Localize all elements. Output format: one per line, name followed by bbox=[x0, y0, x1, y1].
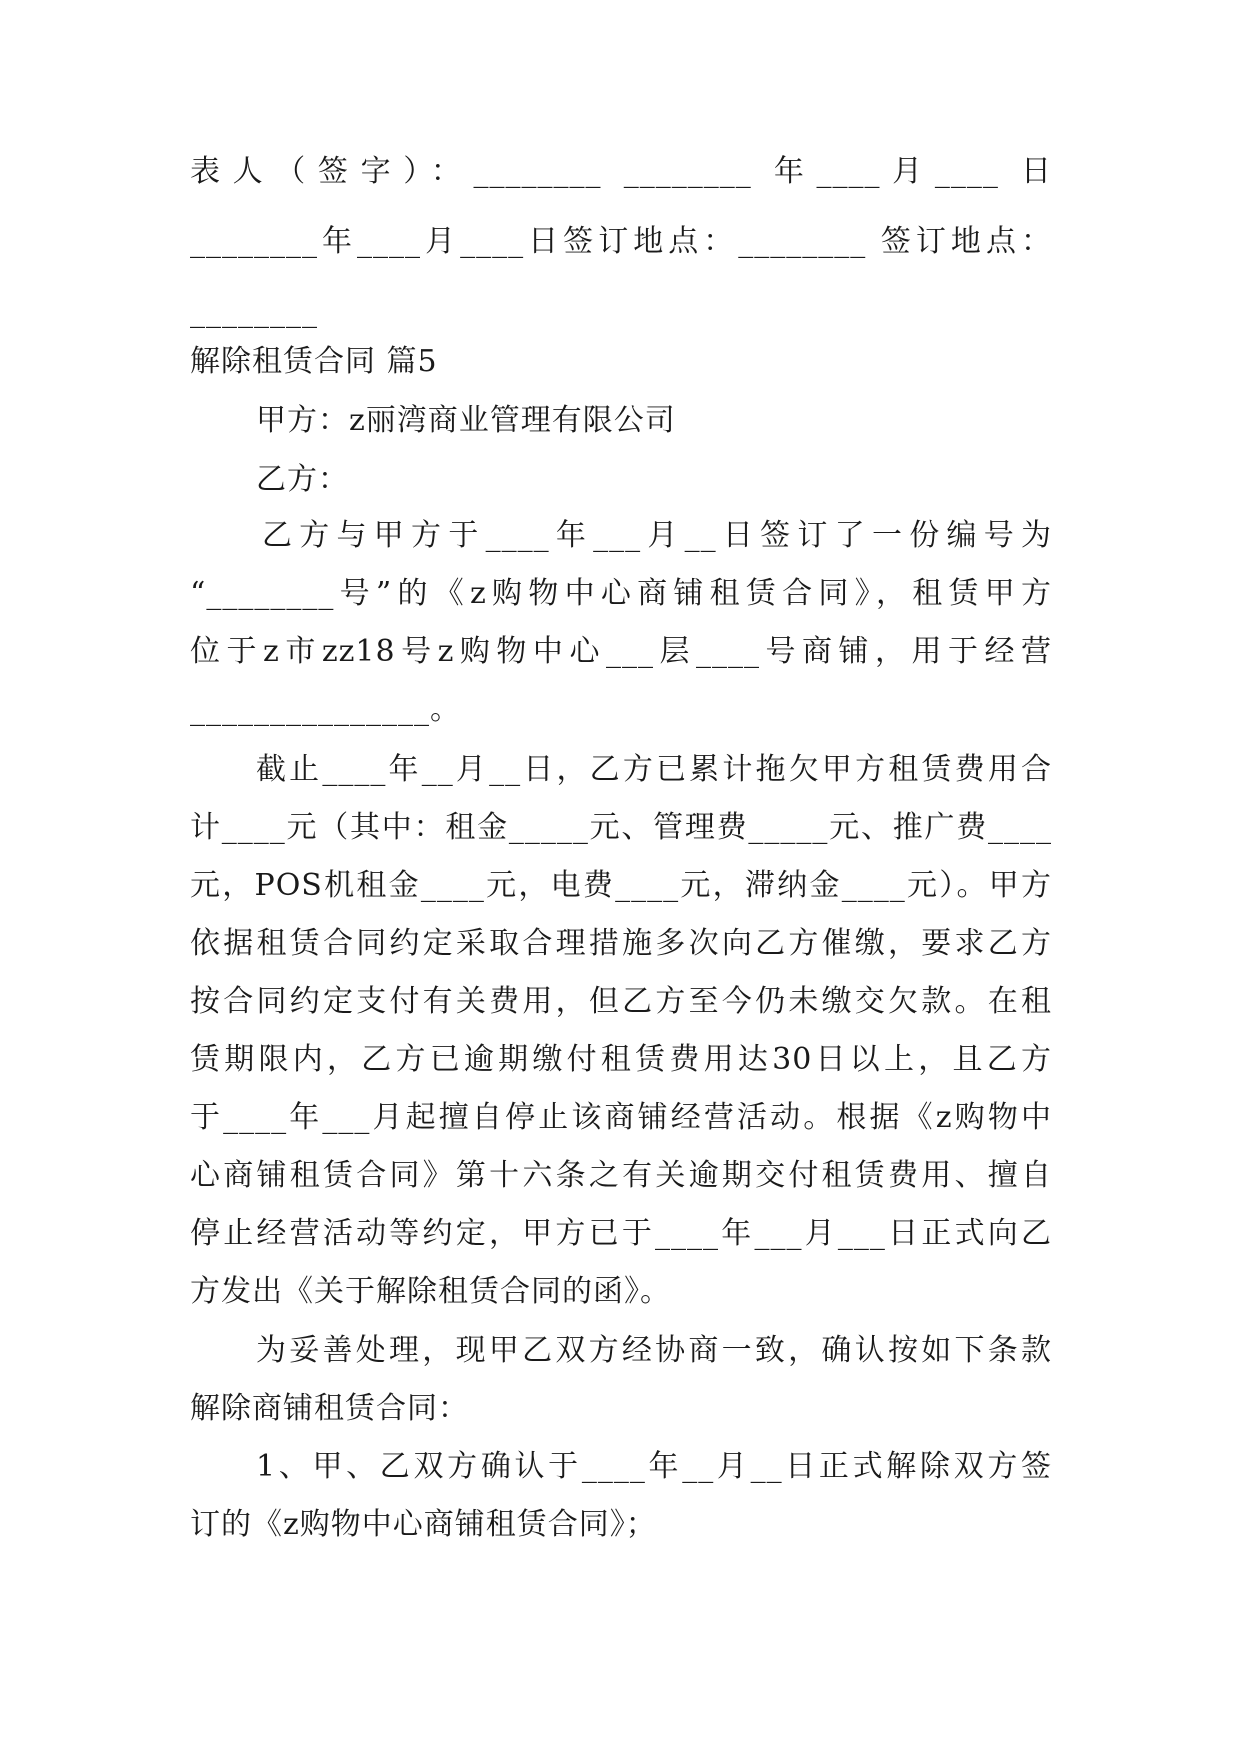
text-line: 位于z市zz18号z购物中心___层____号商铺，用于经营 bbox=[190, 634, 1052, 669]
text-line: 方发出《关于解除租赁合同的函》。 bbox=[190, 1274, 671, 1309]
text-line: 乙方与甲方于____年___月__日签订了一份编号为 bbox=[262, 518, 1052, 553]
text-line: 于____年___月起擅自停止该商铺经营活动。根据《z购物中 bbox=[190, 1100, 1052, 1135]
text-line: 解除商铺租赁合同： bbox=[190, 1391, 469, 1426]
text-line: 乙方： bbox=[256, 462, 349, 497]
text-line: “________号”的《z购物中心商铺租赁合同》，租赁甲方 bbox=[190, 576, 1052, 611]
text-line: 1、甲、乙双方确认于____年__月__日正式解除双方签 bbox=[256, 1449, 1052, 1484]
text-line: 依据租赁合同约定采取合理措施多次向乙方催缴，要求乙方 bbox=[190, 926, 1052, 961]
text-line: ________年____月____日签订地点：________ 签订地点： bbox=[190, 224, 1052, 259]
text-line: 截止____年__月__日，乙方已累计拖欠甲方租赁费用合 bbox=[256, 752, 1052, 787]
text-line: 订的《z购物中心商铺租赁合同》； bbox=[190, 1507, 657, 1542]
text-line: 赁期限内，乙方已逾期缴付租赁费用达30日以上，且乙方 bbox=[190, 1042, 1052, 1077]
text-line: _______________。 bbox=[190, 692, 461, 727]
text-line: 解除租赁合同 篇5 bbox=[190, 344, 438, 379]
text-line: 为妥善处理，现甲乙双方经协商一致，确认按如下条款 bbox=[256, 1333, 1052, 1368]
text-line: 停止经营活动等约定，甲方已于____年___月___日正式向乙 bbox=[190, 1216, 1052, 1251]
text-line: 计____元（其中：租金_____元、管理费_____元、推广费____ bbox=[190, 810, 1052, 845]
text-line: 元，POS机租金____元，电费____元，滞纳金____元）。甲方 bbox=[190, 868, 1052, 903]
text-line: 甲方：z丽湾商业管理有限公司 bbox=[256, 403, 676, 438]
text-line: 表人（签字）：________ ________ 年____月____ 日 bbox=[190, 154, 1052, 189]
text-line: 心商铺租赁合同》第十六条之有关逾期交付租赁费用、擅自 bbox=[190, 1158, 1052, 1193]
text-line: ________ bbox=[190, 294, 318, 329]
text-line: 按合同约定支付有关费用，但乙方至今仍未缴交欠款。在租 bbox=[190, 984, 1052, 1019]
